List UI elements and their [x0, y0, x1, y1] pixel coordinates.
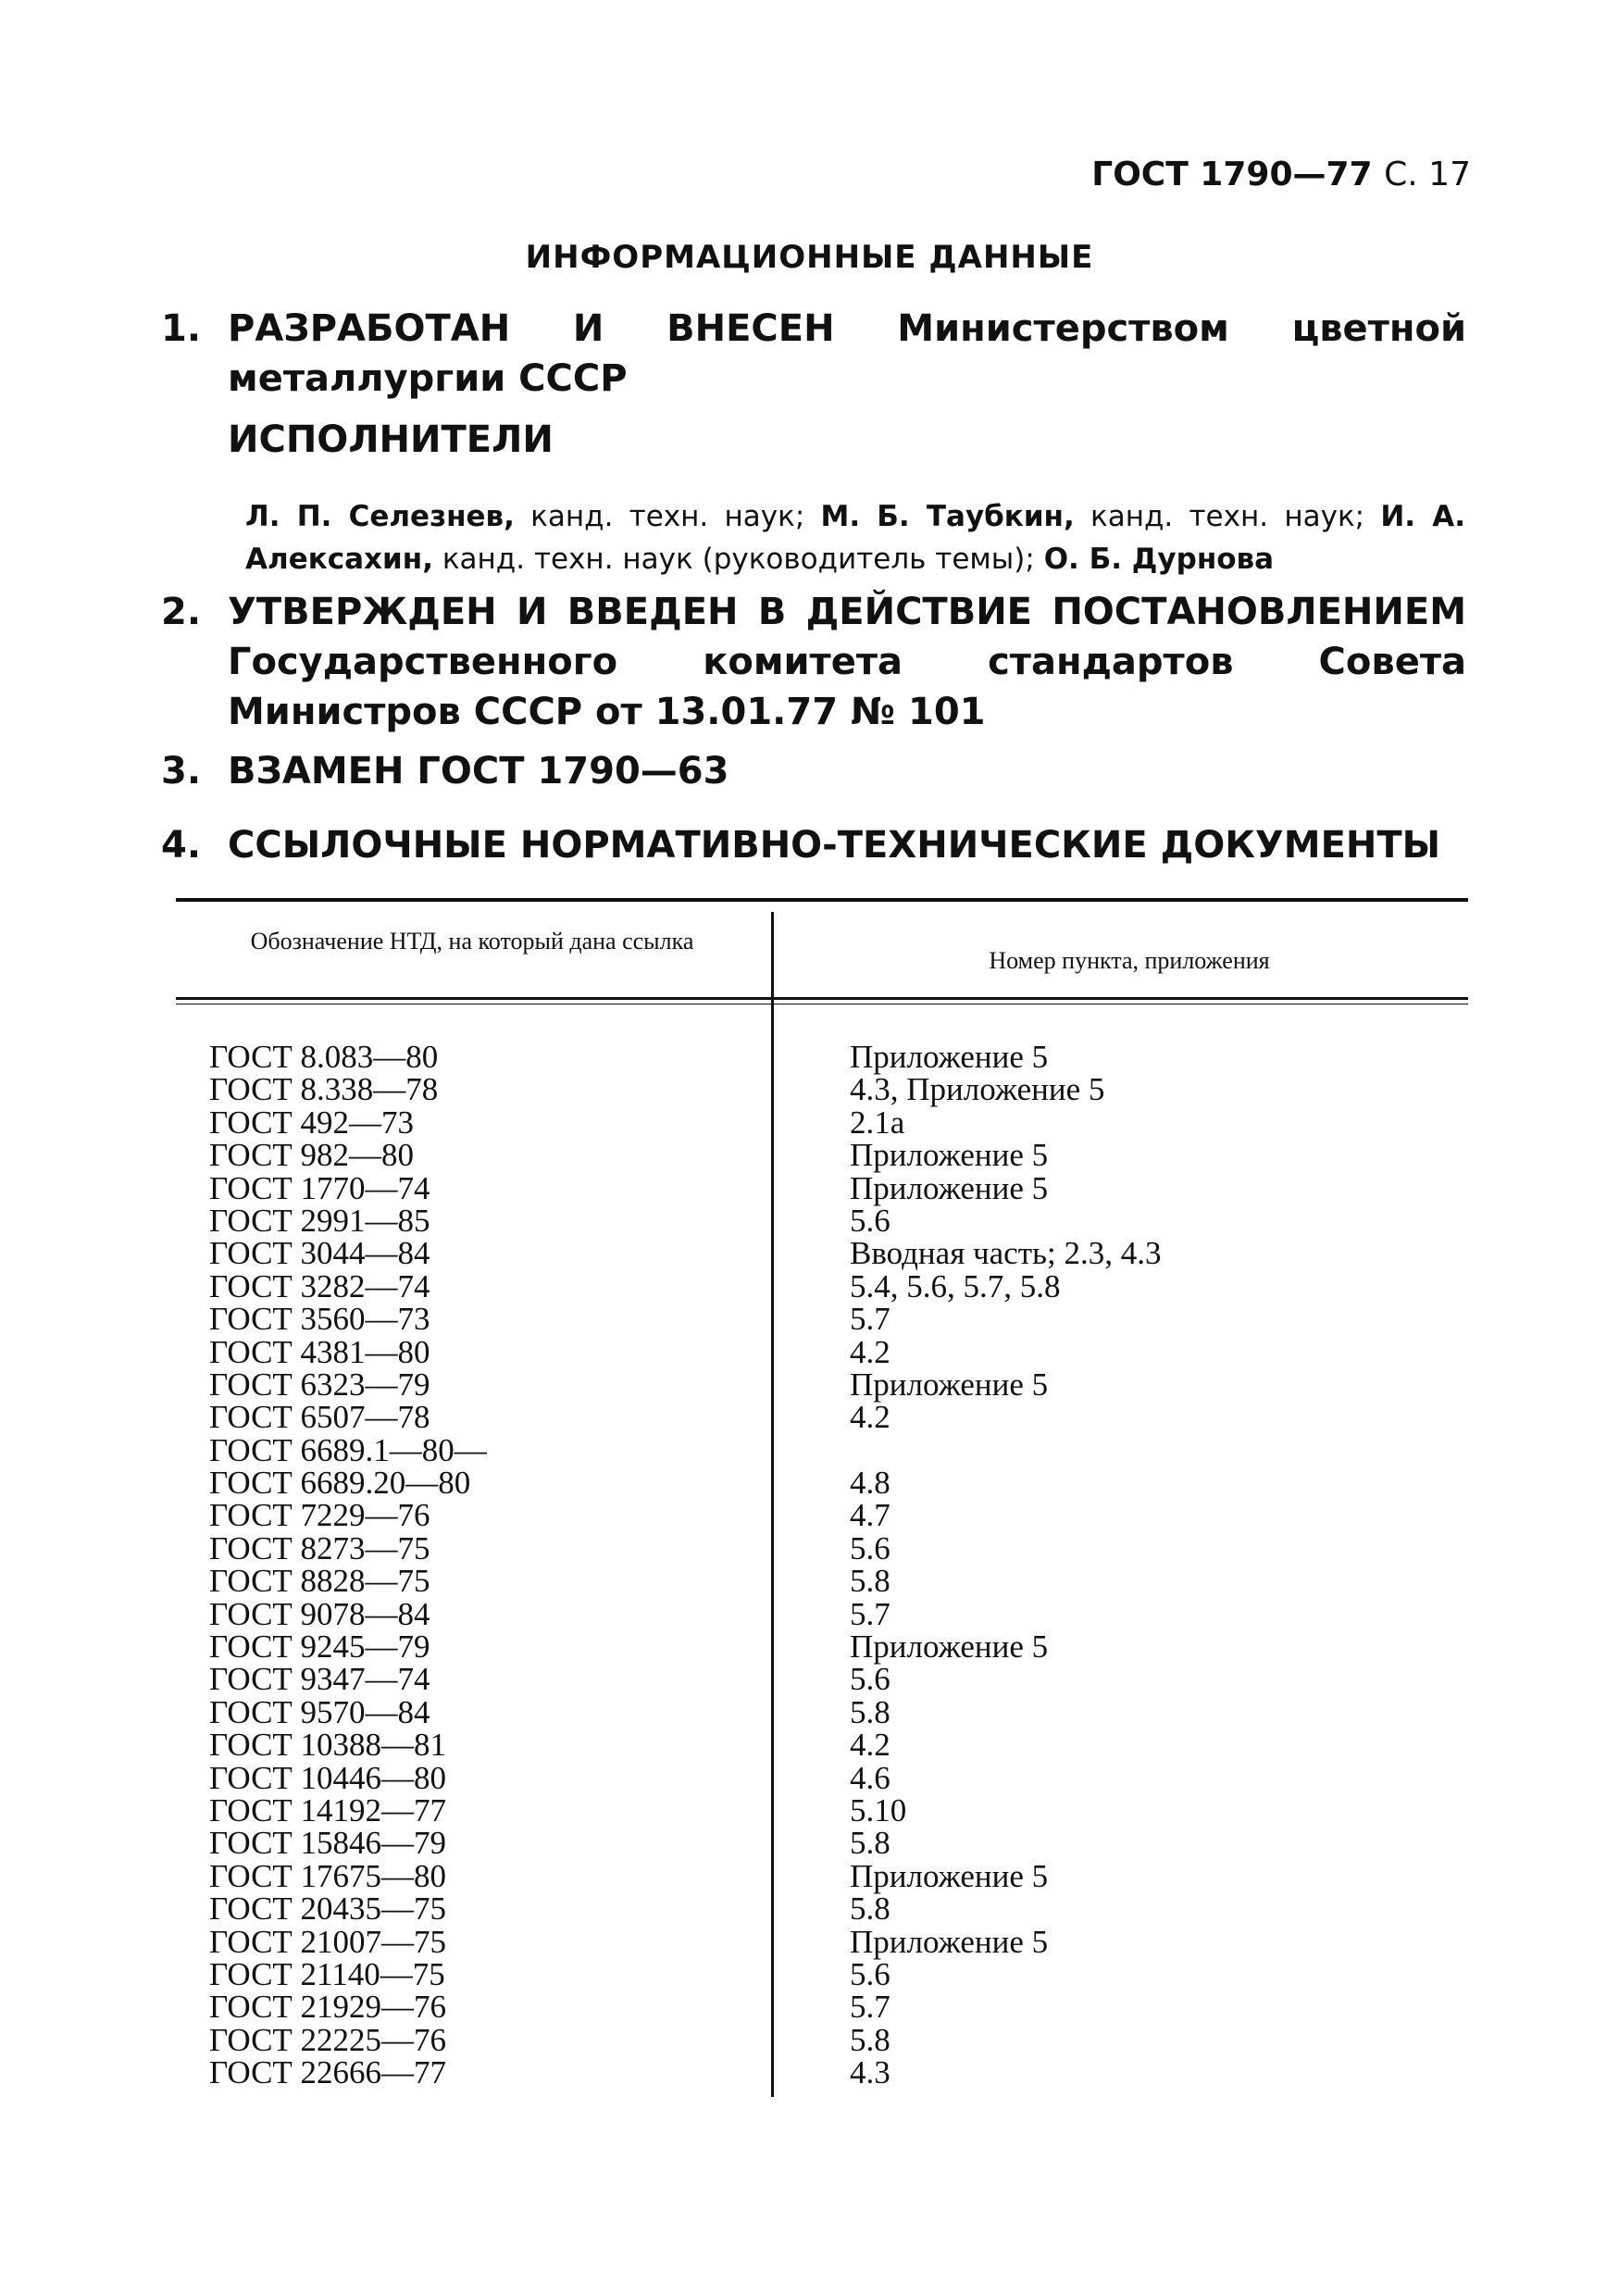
- table-cell-designation: ГОСТ 8.338—78: [209, 1071, 439, 1108]
- table-cell-clause: 5.7: [850, 1595, 890, 1632]
- section-developed: [161, 304, 1466, 404]
- table-cell-clause: 2.1а: [850, 1104, 905, 1141]
- table-cell-designation: ГОСТ 6689.20—80: [209, 1465, 471, 1502]
- table-cell-designation: ГОСТ 7229—76: [209, 1497, 430, 1534]
- table-cell-designation: ГОСТ 492—73: [209, 1104, 415, 1141]
- table-cell-clause: Приложение 5: [850, 1039, 1049, 1075]
- table-cell-designation: ГОСТ 8273—75: [209, 1529, 430, 1566]
- table-cell-designation: ГОСТ 14192—77: [209, 1791, 447, 1828]
- table-cell-designation: ГОСТ 22225—76: [209, 2021, 447, 2058]
- table-column-designation: [209, 1041, 487, 2090]
- page-header: [1091, 156, 1471, 193]
- executor-name: М. Б. Таубкин,: [820, 500, 1075, 533]
- table-cell-designation: ГОСТ 3560—73: [209, 1301, 430, 1338]
- executor-name: Л. П. Селезнев,: [245, 500, 515, 533]
- table-cell-designation: ГОСТ 15846—79: [209, 1825, 447, 1862]
- info-title: ИНФОРМАЦИОННЫЕ ДАННЫЕ: [525, 239, 1094, 276]
- table-cell-clause: 4.7: [850, 1497, 890, 1534]
- section-number: 4.: [161, 824, 202, 867]
- table-cell-clause: Приложение 5: [850, 1857, 1049, 1894]
- table-column-clause: [850, 1041, 1161, 2090]
- section-text: УТВЕРЖДЕН И ВВЕДЕН В ДЕЙСТВИЕ ПОСТАНОВЛЕНИЕМ Государственного комитета стандартов Совета Министров СССР от 13.01.77 № 101: [228, 591, 1466, 733]
- table-cell-clause: 4.2: [850, 1333, 890, 1370]
- table-cell-clause: 4.8: [850, 1465, 890, 1502]
- table-cell-clause: 4.2: [850, 1399, 890, 1436]
- executor-name: И. А. Алексахин,: [245, 500, 1465, 576]
- table-cell-designation: ГОСТ 8828—75: [209, 1563, 430, 1600]
- table-cell-designation: ГОСТ 9570—84: [209, 1693, 430, 1730]
- table-cell-clause: Вводная часть; 2.3, 4.3: [850, 1235, 1162, 1272]
- page-number: С. 17: [1384, 156, 1471, 193]
- table-cell-clause: [850, 1434, 1161, 1466]
- table-cell-clause: 4.3: [850, 2054, 890, 2091]
- section-text: ВЗАМЕН ГОСТ 1790—63: [228, 750, 729, 792]
- table-cell-clause: 5.6: [850, 1955, 890, 1992]
- table-cell-designation: ГОСТ 9078—84: [209, 1595, 430, 1632]
- table-cell-clause: 4.6: [850, 1759, 890, 1796]
- table-cell-designation: ГОСТ 9245—79: [209, 1628, 430, 1666]
- table-cell-clause: Приложение 5: [850, 1366, 1049, 1403]
- table-cell-clause: 5.7: [850, 1989, 890, 2026]
- table-cell-designation: ГОСТ 982—80: [209, 1137, 415, 1174]
- table-cell-designation: ГОСТ 3282—74: [209, 1267, 430, 1304]
- table-cell-clause: 5.10: [850, 1791, 907, 1828]
- section-number: 3.: [161, 750, 202, 792]
- table-cell-designation: ГОСТ 6323—79: [209, 1366, 430, 1403]
- table-cell-clause: Приложение 5: [850, 1923, 1049, 1960]
- table-cell-designation: ГОСТ 10388—81: [209, 1727, 447, 1764]
- table-cell-clause: 4.3, Приложение 5: [850, 1071, 1105, 1108]
- section-text: ССЫЛОЧНЫЕ НОРМАТИВНО-ТЕХНИЧЕСКИЕ ДОКУМЕНТЫ: [228, 824, 1441, 867]
- table-column-divider: [771, 912, 774, 2097]
- section-text: РАЗРАБОТАН И ВНЕСЕН Министерством цветной металлургии СССР: [228, 307, 1466, 400]
- section-replaces: [161, 746, 1466, 796]
- table-cell-clause: 5.6: [850, 1661, 890, 1698]
- table-cell-clause: Приложение 5: [850, 1137, 1049, 1174]
- table-top-rule: [176, 898, 1468, 902]
- table-cell-clause: 5.6: [850, 1529, 890, 1566]
- table-cell-clause: 5.8: [850, 2021, 890, 2058]
- standard-number: ГОСТ 1790—77: [1091, 156, 1373, 193]
- table-header-rule: [176, 997, 1468, 1000]
- table-cell-clause: 5.8: [850, 1825, 890, 1862]
- table-cell-designation: ГОСТ 1770—74: [209, 1169, 430, 1206]
- table-cell-clause: Приложение 5: [850, 1169, 1049, 1206]
- table-cell-designation: ГОСТ 21007—75: [209, 1923, 447, 1960]
- table-cell-designation: ГОСТ 2991—85: [209, 1202, 430, 1239]
- table-cell-designation: ГОСТ 21140—75: [209, 1955, 445, 1992]
- section-number: 1.: [161, 307, 202, 350]
- table-cell-clause: 4.2: [850, 1727, 890, 1764]
- executor-role: канд. техн. наук;: [514, 500, 821, 533]
- table-cell-designation: ГОСТ 3044—84: [209, 1235, 430, 1272]
- executor-role: канд. техн. наук;: [1074, 500, 1381, 533]
- table-cell-clause: 5.8: [850, 1693, 890, 1730]
- table-cell-designation: ГОСТ 10446—80: [209, 1759, 447, 1796]
- table-cell-clause: 5.6: [850, 1202, 890, 1239]
- table-cell-clause: 5.4, 5.6, 5.7, 5.8: [850, 1267, 1061, 1304]
- section-approved: [161, 587, 1466, 737]
- executors-list: [245, 495, 1465, 580]
- table-cell-clause: 5.8: [850, 1563, 890, 1600]
- table-cell-designation: ГОСТ 9347—74: [209, 1661, 430, 1698]
- executor-name: О. Б. Дурнова: [1043, 543, 1275, 576]
- table-cell-designation: ГОСТ 6507—78: [209, 1399, 430, 1436]
- table-cell-designation: ГОСТ 4381—80: [209, 1333, 430, 1370]
- table-header-designation: Обозначение НТД, на который дана ссылка: [250, 928, 694, 955]
- table-cell-designation: ГОСТ 6689.1—80—: [209, 1431, 487, 1468]
- table-cell-designation: ГОСТ 22666—77: [209, 2054, 447, 2091]
- table-cell-designation: ГОСТ 17675—80: [209, 1857, 447, 1894]
- table-cell-clause: 5.7: [850, 1301, 890, 1338]
- table-header-clause: Номер пункта, приложения: [989, 947, 1270, 974]
- table-cell-clause: 5.8: [850, 1890, 890, 1928]
- executor-role: канд. техн. наук (руководитель темы);: [432, 543, 1044, 576]
- table-cell-clause: Приложение 5: [850, 1628, 1049, 1666]
- section-references: [161, 820, 1466, 870]
- executors-title: ИСПОЛНИТЕЛИ: [228, 418, 554, 461]
- table-cell-designation: ГОСТ 20435—75: [209, 1890, 447, 1928]
- section-number: 2.: [161, 591, 202, 633]
- table-cell-designation: ГОСТ 8.083—80: [209, 1039, 439, 1075]
- table-cell-designation: ГОСТ 21929—76: [209, 1989, 447, 2026]
